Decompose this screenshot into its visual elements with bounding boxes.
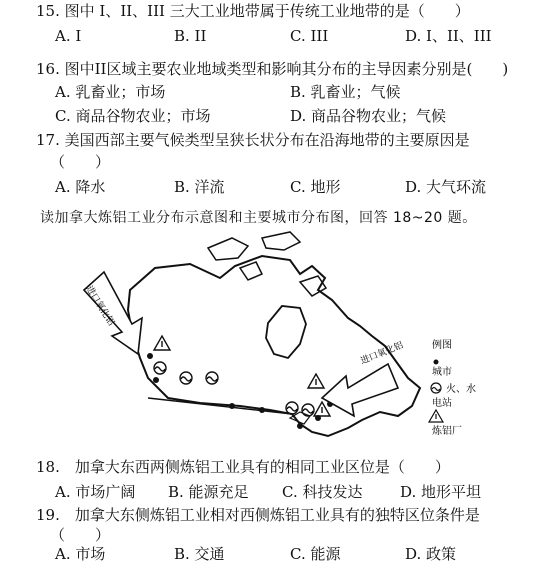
q15-option-a: A. I — [55, 27, 82, 45]
legend-city-symbol — [434, 360, 439, 365]
legend-power-symbol — [431, 383, 441, 393]
q16-option-b: B. 乳畜业；气候 — [290, 83, 401, 101]
city-dot — [147, 353, 153, 359]
instruction-text: 读加拿大炼铝工业分布示意图和主要城市分布图，回答 18~20 题。 — [40, 210, 477, 226]
legend-power-label-2: 电站 — [432, 398, 452, 409]
import-arrow-east — [322, 364, 398, 416]
legend-title: 例图 — [432, 340, 452, 351]
q18-option-c: C. 科技发达 — [282, 483, 363, 501]
q18-option-d: D. 地形平坦 — [400, 483, 482, 501]
q18-option-a: A. 市场广阔 — [55, 483, 136, 501]
power-station-icon — [180, 372, 192, 384]
q17-stem-cont: （ ） — [50, 153, 111, 171]
q17-option-c: C. 地形 — [290, 178, 341, 196]
q18-option-b: B. 能源充足 — [168, 483, 249, 501]
q16-option-a: A. 乳畜业；市场 — [55, 83, 166, 101]
smelter-icon — [308, 374, 324, 388]
q17-stem: 17. 美国西部主要气候类型呈狭长状分布在沿海地带的主要原因是 — [36, 131, 470, 149]
q16-options-row2 — [0, 107, 540, 125]
legend-city-label: 城市 — [432, 367, 452, 378]
city-dot — [153, 377, 159, 383]
q17-option-d: D. 大气环流 — [405, 178, 487, 196]
q19-option-b: B. 交通 — [174, 545, 225, 563]
q17-options — [0, 178, 540, 196]
q17-option-a: A. 降水 — [55, 178, 106, 196]
arctic-island — [208, 238, 248, 260]
q15-option-b: B. II — [174, 27, 207, 45]
q18-stem: 18. 加拿大东西两侧炼铝工业具有的相同工业区位是（ ） — [36, 458, 450, 476]
legend-power-label: 火、水 — [446, 384, 476, 395]
city-dot — [297, 423, 303, 429]
q19-stem-cont: （ ） — [50, 526, 111, 544]
q16-options-row1 — [0, 83, 540, 101]
q19-options — [0, 545, 540, 563]
hudson-bay — [266, 306, 306, 358]
power-station-icon — [302, 404, 314, 416]
q18-options — [0, 483, 540, 501]
arctic-island — [240, 262, 262, 280]
q19-option-a: A. 市场 — [55, 545, 106, 563]
arctic-island — [262, 232, 300, 250]
southern-border — [148, 398, 292, 414]
q19-option-c: C. 能源 — [290, 545, 341, 563]
map-legend — [429, 338, 476, 437]
q19-option-d: D. 政策 — [405, 545, 457, 563]
power-station-icon — [206, 372, 218, 384]
q15-option-d: D. I、II、III — [405, 27, 492, 45]
legend-smelter-label: 炼铝厂 — [432, 426, 462, 437]
city-dot — [229, 403, 235, 409]
q16-option-d: D. 商品谷物农业；气候 — [290, 107, 447, 125]
power-station-icon — [154, 362, 166, 374]
import-arrow-east-label: 进口氧化铝 — [359, 340, 405, 367]
q15-stem: 15. 图中 I、II、III 三大工业地带属于传统工业地带的是（ ） — [36, 2, 470, 20]
q16-stem: 16. 图中II区域主要农业地域类型和影响其分布的主导因素分别是( ) — [36, 60, 509, 78]
power-station-icon — [286, 402, 298, 414]
legend-smelter-symbol — [429, 410, 443, 422]
city-dot — [259, 407, 265, 413]
q15-options — [0, 27, 540, 45]
q17-option-b: B. 洋流 — [174, 178, 225, 196]
q15-option-c: C. III — [290, 27, 329, 45]
smelter-icon — [154, 336, 170, 350]
q16-option-c: C. 商品谷物农业；市场 — [55, 107, 211, 125]
canada-aluminum-map — [0, 228, 540, 453]
import-arrow-west-label: 进口氧化铝 — [83, 284, 116, 328]
q19-stem: 19. 加拿大东侧炼铝工业相对西侧炼铝工业具有的独特区位条件是 — [36, 506, 480, 524]
